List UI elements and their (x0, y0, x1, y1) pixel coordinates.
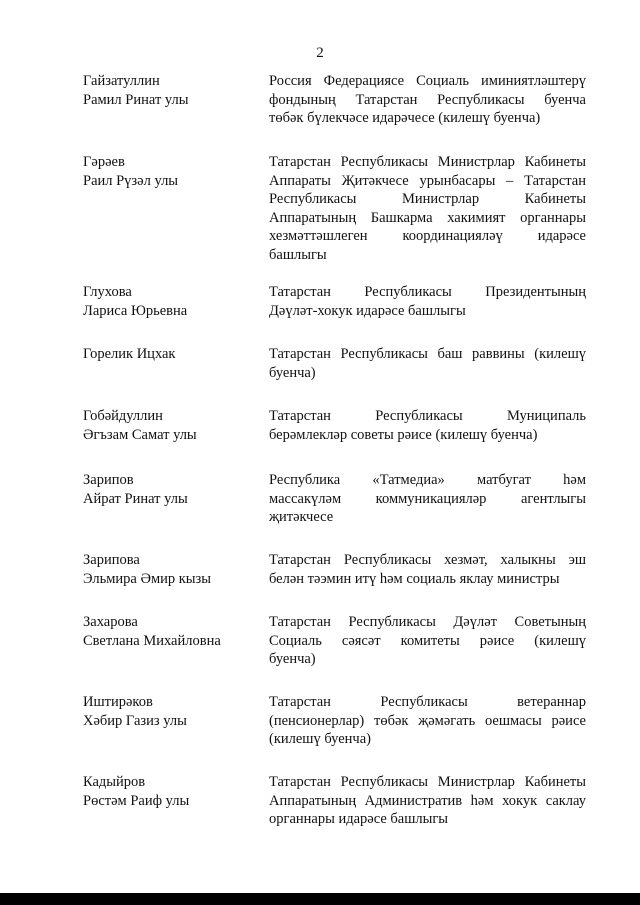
position-line: Россия Федерациясе Социаль иминиятләштерү (269, 73, 586, 89)
person-surname: Зарипова (83, 552, 140, 568)
person-position (269, 693, 586, 749)
position-line: (пенсионерлар) төбәк җәмәгать оешмасы рәисе (269, 712, 586, 729)
person-position (269, 283, 586, 320)
person-name (83, 283, 253, 320)
person-given-name: Рөстәм Раиф улы (83, 792, 190, 809)
position-line: Татарстан Республикасы Дәүләт Советының (269, 614, 586, 630)
position-line: Дәүләт-хокук идарәсе башлыгы (269, 302, 466, 319)
person-surname: Горелик Ицхак (83, 346, 176, 362)
person-given-name: Эльмира Әмир кызы (83, 570, 212, 587)
person-surname: Кадыйров (83, 774, 146, 790)
position-line: Татарстан Республикасы Президентының (269, 284, 586, 300)
person-name (83, 72, 253, 109)
person-position (269, 407, 586, 444)
position-line: Татарстан Республикасы ветераннар (269, 694, 586, 710)
position-line: Социаль сәясәт комитеты рәисе (килешү (269, 632, 586, 649)
position-line: органнары идарәсе башлыгы (269, 811, 449, 827)
person-surname: Захарова (83, 614, 138, 630)
person-surname: Зарипов (83, 472, 134, 488)
position-line: Татарстан Республикасы Министрлар Кабинеты (269, 774, 586, 790)
position-line: белән тәэмин итү һәм социаль яклау министры (269, 570, 560, 587)
person-surname: Гайзатуллин (83, 73, 160, 89)
person-surname: Глухова (83, 284, 132, 300)
person-position (269, 153, 586, 264)
person-surname: Гәрәев (83, 154, 125, 170)
person-name (83, 613, 253, 650)
position-line: массакүләм коммуникацияләр агентлыгы (269, 490, 586, 507)
person-position (269, 613, 586, 669)
person-given-name: Айрат Ринат улы (83, 490, 188, 507)
position-line: буенча) (269, 651, 316, 667)
person-given-name: Лариса Юрьевна (83, 302, 188, 319)
person-given-name: Рамил Ринат улы (83, 91, 189, 108)
position-line: Татарстан Республикасы Муниципаль (269, 408, 586, 424)
position-line: фондының Татарстан Республикасы буенча (269, 91, 586, 108)
position-line: Аппаратының Административ һәм хокук саклау (269, 792, 586, 809)
position-line: җитәкчесе (269, 509, 334, 525)
person-surname: Иштирәков (83, 694, 153, 710)
person-position (269, 72, 586, 128)
position-line: Аппараты Җитәкчесе урынбасары – Татарстан (269, 172, 586, 189)
page-number: 2 (316, 45, 324, 61)
position-line: башлыгы (269, 246, 327, 263)
person-position (269, 345, 586, 382)
person-given-name: Әгъзам Самат улы (83, 426, 197, 443)
bottom-bar (0, 893, 640, 905)
person-position (269, 551, 586, 588)
person-position (269, 471, 586, 527)
person-given-name: Хәбир Газиз улы (83, 712, 187, 729)
position-line: берәмлекләр советы рәисе (килешү буенча) (269, 426, 538, 443)
position-line: буенча) (269, 364, 316, 381)
person-name (83, 693, 253, 730)
position-line: Республикасы Министрлар Кабинеты (269, 191, 586, 207)
person-surname: Гобәйдуллин (83, 408, 163, 424)
person-name (83, 773, 253, 810)
position-line: Татарстан Республикасы хезмәт, халыкны эш (269, 552, 586, 568)
position-line: Татарстан Республикасы баш раввины (килешү (269, 346, 586, 362)
position-line: (килешү буенча) (269, 731, 371, 747)
position-line: Аппаратының Башкарма хакимият органнары (269, 209, 586, 226)
person-given-name: Раил Рүзәл улы (83, 172, 179, 189)
position-line: хезмәттәшлеген координацияләү идарәсе (269, 228, 586, 244)
person-position (269, 773, 586, 829)
person-name (83, 407, 253, 444)
position-line: Республика «Татмедиа» матбугат һәм (269, 472, 586, 488)
position-line: төбәк бүлекчәсе идарәчесе (килешү буенча) (269, 110, 541, 126)
person-name (83, 551, 253, 588)
person-name (83, 345, 253, 364)
position-line: Татарстан Республикасы Министрлар Кабинеты (269, 154, 586, 170)
person-given-name: Светлана Михайловна (83, 632, 221, 649)
person-name (83, 153, 253, 190)
person-name (83, 471, 253, 508)
